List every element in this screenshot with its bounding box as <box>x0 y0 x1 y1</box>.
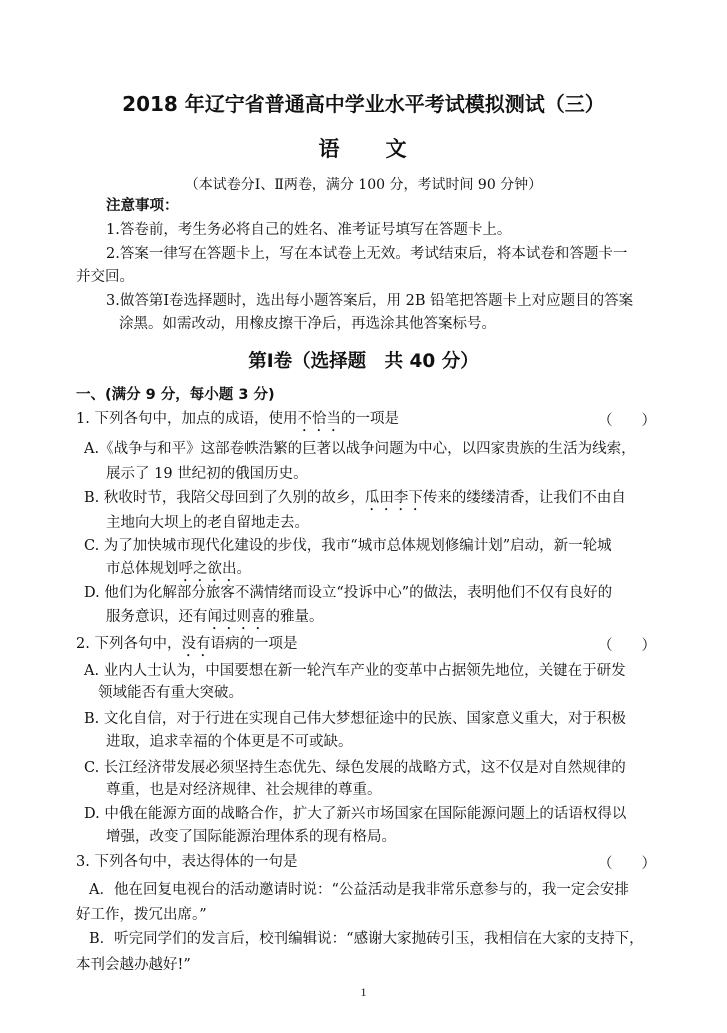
q2-option-d-line-2: 增强，改变了国际能源治理体系的现有格局。 <box>106 829 396 845</box>
q1-option-d-a: 服务意识，还有 <box>106 609 208 625</box>
q2-option-d-line-1: D. 中俄在能源方面的战略合作，扩大了新兴市场国家在国际能源问题上的话语权得以 <box>84 806 627 822</box>
q1-option-c-a: 市总体规划 <box>106 561 179 577</box>
q1-option-c-line-2 <box>106 559 251 585</box>
notes-heading: 注意事项： <box>106 198 179 214</box>
page-number: 1 <box>360 985 367 999</box>
section-1-title: 第Ⅰ卷（选择题 共 40 分） <box>248 351 479 372</box>
exam-title: 2018 年辽宁省普通高中学业水平考试模拟测试（三） <box>122 92 605 116</box>
q1-stem-c: 的一项是 <box>340 411 399 427</box>
q2-option-b-line-2: 进取，追求幸福的个体更是不可或缺。 <box>106 734 353 750</box>
q3-stem: 3. 下列各句中，表达得体的一句是 <box>76 854 298 870</box>
q1-option-c-idiom: 呼之欲出 <box>178 561 237 577</box>
q1-option-a-line-2: 展示了 19 世纪初的俄国历史。 <box>106 466 308 482</box>
q3-option-a-line-2: 好工作，拨冗出席。” <box>76 907 207 923</box>
q2-option-a-line-2: 领域能否有重大突破。 <box>98 685 243 701</box>
q1-answer-bracket: （ ） <box>598 413 656 429</box>
q3-option-b-line-2: 本刊会越办越好!” <box>76 957 191 973</box>
q1-option-b-a: B. 秋收时节，我陪父母回到了久别的故乡， <box>84 490 365 506</box>
q1-option-d-line-2 <box>106 607 324 633</box>
q1-stem-a: 1. 下列各句中，加点的成语，使用 <box>76 411 298 427</box>
q2-stem-a: 2. 下列各句中， <box>76 636 182 652</box>
note-3-line-1: 3.做答第Ⅰ卷选择题时，选出每小题答案后，用 2B 铅笔把答题卡上对应题目的答案 <box>106 293 634 309</box>
q3-option-a-line-1: A．他在回复电视台的活动邀请时说：“公益活动是我非常乐意参与的，我一定会安排 <box>89 882 629 898</box>
note-2-line-2: 并交回。 <box>76 269 134 285</box>
subject-char-1: 语 <box>318 137 342 161</box>
q1-stem <box>76 409 399 435</box>
q2-option-c-line-1: C. 长江经济带发展必须坚持生态优先、绿色发展的战略方式，这不仅是对自然规律的 <box>84 760 626 776</box>
q1-option-d-c: 的雅量。 <box>265 609 324 625</box>
note-3-line-2: 涂黑。如需改动，用橡皮擦干净后，再选涂其他答案标号。 <box>119 316 496 332</box>
q1-option-c-c: 。 <box>236 561 251 577</box>
q1-option-b-line-1 <box>84 488 626 514</box>
note-2-line-1: 2.答案一律写在答题卡上，写在本试卷上无效。考试结束后，将本试卷和答题卡一 <box>106 246 628 262</box>
q1-option-b-line-2: 主地向大坝上的老自留地走去。 <box>106 515 309 531</box>
q3-answer-bracket: （ ） <box>598 856 656 872</box>
q2-answer-bracket: （ ） <box>598 638 656 654</box>
subject-heading <box>0 133 727 163</box>
q2-stem <box>76 634 297 660</box>
subject-char-2: 文 <box>385 137 409 161</box>
q1-option-b-idiom: 瓜田李下 <box>364 490 423 506</box>
note-1: 1.答卷前，考生务必将自己的姓名、准考证号填写在答题卡上。 <box>106 222 512 238</box>
q2-option-b-line-1: B. 文化自信，对于行进在实现自己伟大梦想征途中的民族、国家意义重大，对于积极 <box>84 711 626 727</box>
q1-option-c-line-1: C. 为了加快城市现代化建设的步伐，我市“城市总体规划修编计划”启动，新一轮城 <box>84 538 612 554</box>
q3-option-b-line-1: B．听完同学们的发言后，校刊编辑说：“感谢大家抛砖引玉，我相信在大家的支持下， <box>89 931 644 947</box>
exam-info: （本试卷分Ⅰ、Ⅱ两卷，满分 100 分，考试时间 90 分钟） <box>184 177 543 193</box>
q2-stem-emphasis: 没有 <box>181 636 211 652</box>
q2-stem-c: 语病的一项是 <box>210 636 298 652</box>
q1-option-b-c: 传来的缕缕清香，让我们不由自 <box>422 490 626 506</box>
q1-option-d-line-1: D. 他们为化解部分旅客不满情绪而设立“投诉中心”的做法，表明他们不仅有良好的 <box>84 585 613 601</box>
q2-option-a-line-1: A. 业内人士认为，中国要想在新一轮汽车产业的变革中占据领先地位，关键在于研发 <box>84 663 626 679</box>
q2-option-c-line-2: 尊重，也是对经济规律、社会规律的尊重。 <box>106 782 382 798</box>
part-1-heading: 一、(满分 9 分，每小题 3 分) <box>76 387 275 403</box>
q1-option-a-line-1: A.《战争与和平》这部卷帙浩繁的巨著以战争问题为中心，以四家贵族的生活为线索， <box>84 441 636 457</box>
q1-stem-emphasis: 不恰当 <box>297 411 341 427</box>
q1-option-d-idiom: 闻过则喜 <box>207 609 266 625</box>
